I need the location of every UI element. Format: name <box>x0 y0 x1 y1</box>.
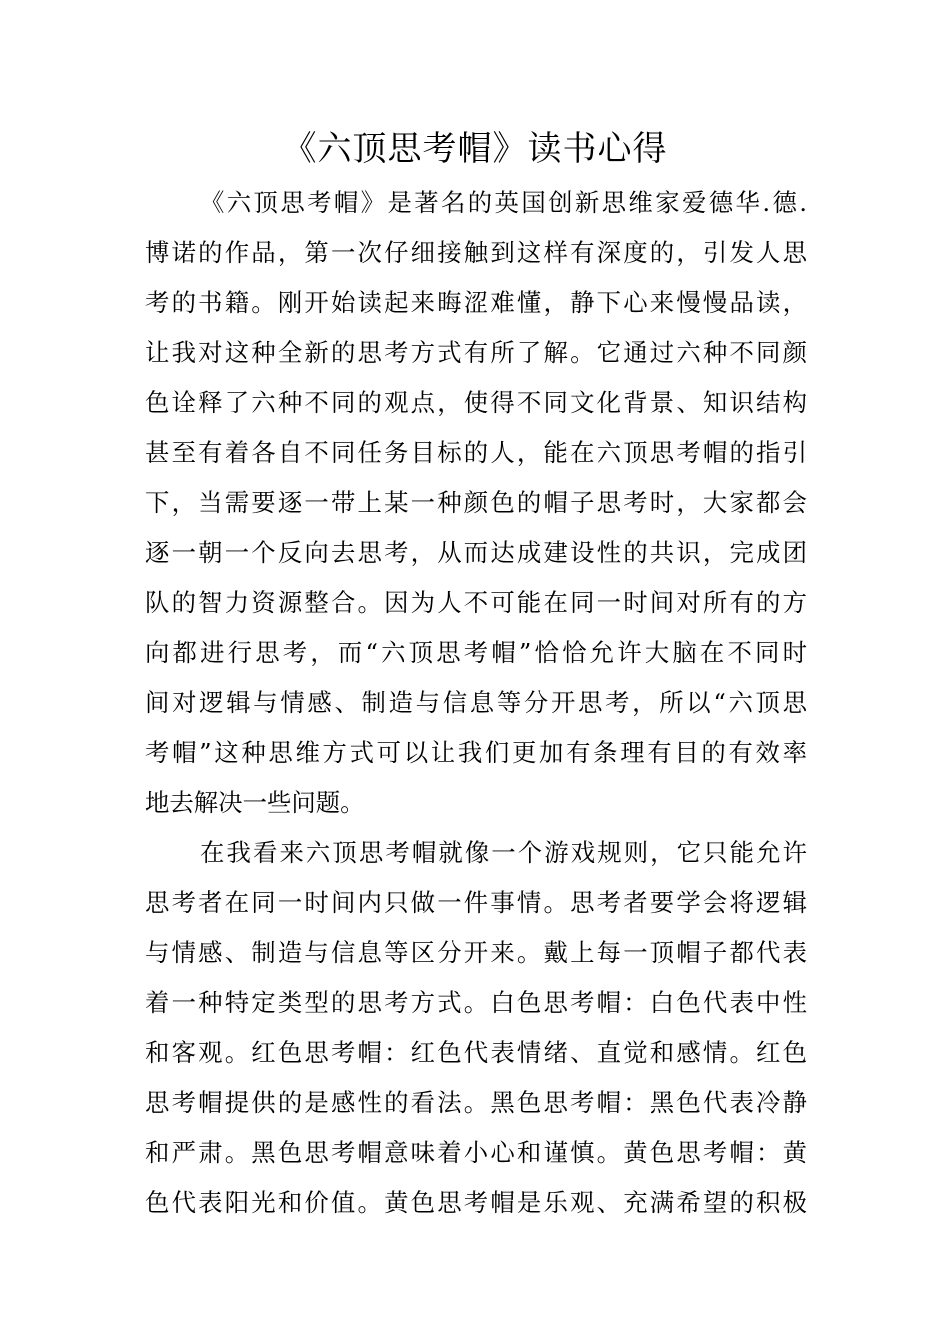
paragraph-line: 与情感、制造与信息等区分开来。戴上每一顶帽子都代表 <box>145 938 807 967</box>
paragraph-line: 博诺的作品，第一次仔细接触到这样有深度的，引发人思 <box>145 238 807 267</box>
paragraph-line: 向都进行思考，而“六顶思考帽”恰恰允许大脑在不同时 <box>145 638 807 667</box>
paragraph-line: 和客观。红色思考帽：红色代表情绪、直觉和感情。红色 <box>145 1038 807 1067</box>
paragraph-line: 下，当需要逐一带上某一种颜色的帽子思考时，大家都会 <box>145 488 807 517</box>
paragraph-line: 逐一朝一个反向去思考，从而达成建设性的共识，完成团 <box>145 538 807 567</box>
paragraph-line: 考的书籍。刚开始读起来晦涩难懂，静下心来慢慢品读， <box>145 288 807 317</box>
paragraph-line: 让我对这种全新的思考方式有所了解。它通过六种不同颜 <box>145 338 807 367</box>
paragraph-line: 思考者在同一时间内只做一件事情。思考者要学会将逻辑 <box>145 888 807 917</box>
document-title: 《六顶思考帽》读书心得 <box>282 129 668 169</box>
paragraph-line: 《六顶思考帽》是著名的英国创新思维家爱德华.德. <box>200 188 807 217</box>
paragraph-line: 着一种特定类型的思考方式。白色思考帽：白色代表中性 <box>145 988 807 1017</box>
paragraph-line: 和严肃。黑色思考帽意味着小心和谨慎。黄色思考帽：黄 <box>145 1138 807 1167</box>
paragraph-line: 色代表阳光和价值。黄色思考帽是乐观、充满希望的积极 <box>145 1188 807 1217</box>
paragraph-line: 地去解决一些问题。 <box>145 788 365 817</box>
paragraph-line: 间对逻辑与情感、制造与信息等分开思考，所以“六顶思 <box>145 688 807 717</box>
paragraph-line: 在我看来六顶思考帽就像一个游戏规则，它只能允许 <box>200 838 807 867</box>
paragraph-line: 色诠释了六种不同的观点，使得不同文化背景、知识结构 <box>145 388 807 417</box>
paragraph-line: 甚至有着各自不同任务目标的人，能在六顶思考帽的指引 <box>145 438 807 467</box>
paragraph-line: 队的智力资源整合。因为人不可能在同一时间对所有的方 <box>145 588 807 617</box>
document-body <box>145 178 807 1228</box>
paragraph-line: 考帽”这种思维方式可以让我们更加有条理有目的有效率 <box>145 738 807 767</box>
paragraph-line: 思考帽提供的是感性的看法。黑色思考帽：黑色代表冷静 <box>145 1088 807 1117</box>
